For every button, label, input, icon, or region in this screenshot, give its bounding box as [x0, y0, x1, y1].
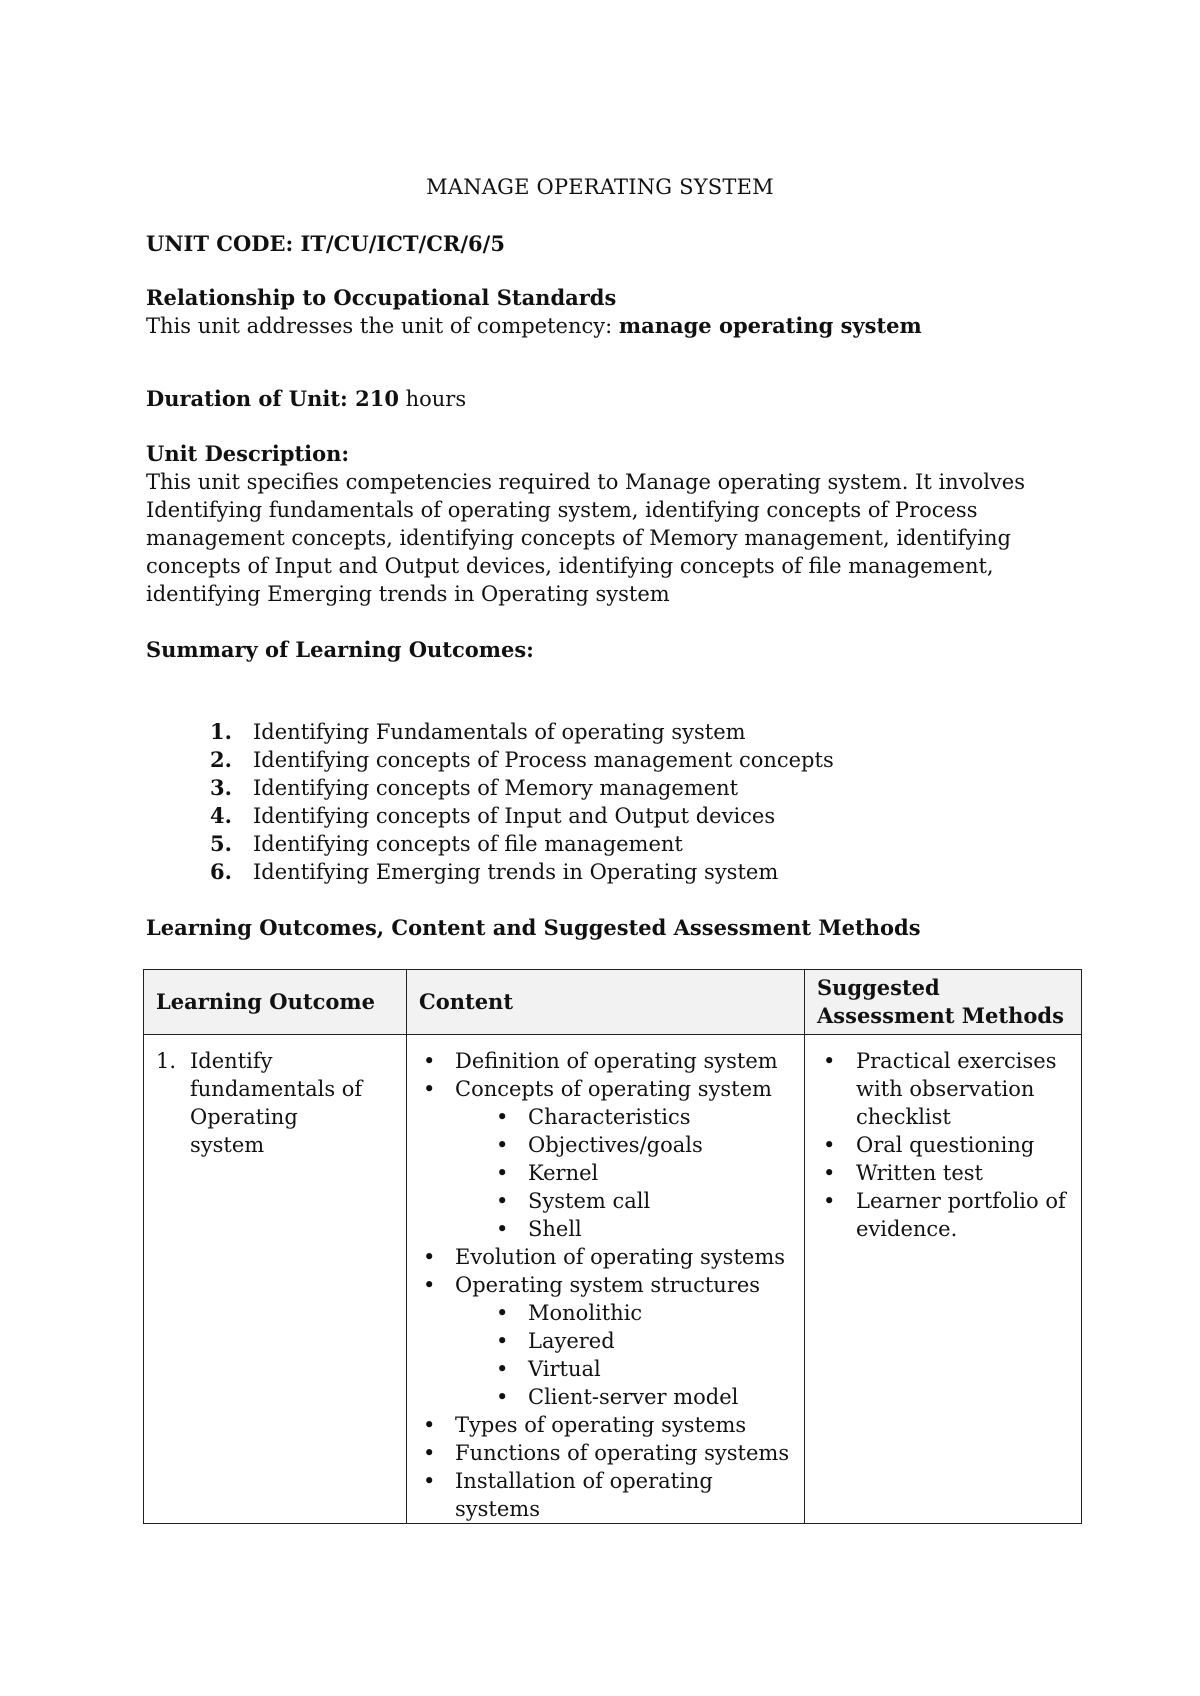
- duration: [146, 385, 1066, 413]
- assessment-heading: Learning Outcomes, Content and Suggested Assessment Methods: [146, 915, 921, 940]
- list-item: • Types of operating systems: [423, 1413, 747, 1437]
- list-item: • Functions of operating systems: [423, 1441, 790, 1465]
- relationship-heading: Relationship to Occupational Standards: [146, 285, 617, 310]
- list-item: • Characteristics: [496, 1105, 691, 1129]
- sub-list: [455, 1103, 798, 1243]
- description-text: This unit specifies competencies required to Manage operating system. It involves Identifying fundamentals of operating system, identifying concepts of Process management concepts, identifying concepts of Memory management, identifying concepts of Input and Output devices, identifying concepts of file management, identifying Emerging trends in Operating system: [146, 470, 1025, 606]
- relationship-prefix: This unit addresses the unit of competency:: [146, 314, 619, 338]
- bullet-icon: •: [496, 1357, 509, 1381]
- list-item: • Practical exercises with observation checklist: [823, 1049, 1057, 1129]
- duration-value: 210: [355, 386, 399, 411]
- header-assessment-methods: Suggested Assessment Methods: [805, 970, 1082, 1035]
- bullet-icon: •: [823, 1161, 836, 1185]
- document-page: MANAGE OPERATING SYSTEM UNIT CODE: IT/CU/ICT/CR/6/5 Relationship to Occupational Standards This unit addresses the unit of competency: manage operating system Duration of Unit: 210 hours Unit Description: This unit specifies competencies required to Manage operating system. It involves Identifying fundamentals of operating system, identifying concepts of Process management concepts, identifying concepts of Memory management, identifying concepts of Input and Output devices, identifying concepts of file management, identifying Emerging trends in Operating system Summary of Learning Outcomes: 1. Identifying Fundamentals of operating system 2. Identifying concepts of Process management concepts 3. Identifying concepts of Memory management 4. Identifying concepts of Input and Output devices 5. Identifying concepts of file management 6. Identifying Emerging trends in Operating system Learning Outcomes, Content and Suggested Assessment Methods Learning Outcome Content Suggested Assessment Methods 1. Identify fundamentals of Operating system • Definition of operating system • Concepts of operating system • Characteristics • Objectives/goals • Kernel • System call • Shell • Evolution of operating systems • Operating system structures • Monolithic • Layered • Virtual • Client-server model • Types of operating systems • Functions of operating systems • Installation of operating systems • Practical exercises with observation checklist • Oral questioning • Written test • Learner portfolio of evidence.: [0, 0, 1200, 1696]
- competency-name: manage operating system: [618, 313, 922, 338]
- header-content: Content: [407, 970, 805, 1035]
- outcome-text: Identify fundamentals of Operating system: [190, 1049, 363, 1157]
- header-learning-outcome: Learning Outcome: [144, 970, 407, 1035]
- description-heading: Unit Description:: [146, 441, 350, 466]
- duration-unit: hours: [398, 387, 467, 411]
- relationship-text: [146, 312, 1066, 340]
- list-item: • System call: [496, 1189, 651, 1213]
- bullet-icon: •: [823, 1049, 836, 1073]
- methods-list: [805, 1047, 1075, 1243]
- list-item: • Oral questioning: [823, 1133, 1035, 1157]
- list-item: • Written test: [823, 1161, 983, 1185]
- list-item: • Definition of operating system: [423, 1049, 778, 1073]
- list-item: • Operating system structures • Monolithic • Layered • Virtual • Client-server model: [407, 1271, 798, 1411]
- table-header-row: [144, 970, 1082, 1035]
- table-row: [144, 1035, 1082, 1524]
- content-list: [407, 1047, 798, 1523]
- list-item: • Evolution of operating systems: [423, 1245, 786, 1269]
- methods-cell: [805, 1035, 1082, 1524]
- bullet-icon: •: [423, 1049, 436, 1073]
- list-item: • Monolithic: [496, 1301, 643, 1325]
- bullet-icon: •: [423, 1469, 436, 1493]
- bullet-icon: •: [423, 1273, 436, 1297]
- bullet-icon: •: [423, 1245, 436, 1269]
- bullet-icon: •: [823, 1189, 836, 1213]
- summary-heading: Summary of Learning Outcomes:: [146, 637, 534, 662]
- outcome-cell: [144, 1035, 407, 1524]
- list-item: • Client-server model: [496, 1385, 739, 1409]
- bullet-icon: •: [423, 1413, 436, 1437]
- list-item: • Layered: [496, 1329, 615, 1353]
- bullet-icon: •: [423, 1077, 436, 1101]
- list-item: • Shell: [496, 1217, 582, 1241]
- list-item: • Learner portfolio of evidence.: [823, 1189, 1066, 1241]
- bullet-icon: •: [496, 1189, 509, 1213]
- list-item: • Concepts of operating system • Characteristics • Objectives/goals • Kernel • System call • Shell: [407, 1075, 798, 1243]
- bullet-icon: •: [496, 1133, 509, 1157]
- bullet-icon: •: [496, 1217, 509, 1241]
- list-item: • Virtual: [496, 1357, 601, 1381]
- bullet-icon: •: [496, 1301, 509, 1325]
- list-item: • Objectives/goals: [496, 1133, 703, 1157]
- duration-label: Duration of Unit:: [146, 386, 356, 411]
- list-item: • Installation of operating systems: [423, 1469, 713, 1521]
- bullet-icon: •: [496, 1161, 509, 1185]
- assessment-table: [143, 969, 1082, 1524]
- bullet-icon: •: [496, 1329, 509, 1353]
- document-title: MANAGE OPERATING SYSTEM: [426, 175, 774, 199]
- bullet-icon: •: [423, 1441, 436, 1465]
- bullet-icon: •: [496, 1385, 509, 1409]
- bullet-icon: •: [823, 1133, 836, 1157]
- bullet-icon: •: [496, 1105, 509, 1129]
- list-item: • Kernel: [496, 1161, 599, 1185]
- sub-list: [455, 1299, 798, 1411]
- outcome-number: 1.: [156, 1049, 177, 1073]
- content-cell: [407, 1035, 805, 1524]
- unit-code: UNIT CODE: IT/CU/ICT/CR/6/5: [146, 231, 505, 256]
